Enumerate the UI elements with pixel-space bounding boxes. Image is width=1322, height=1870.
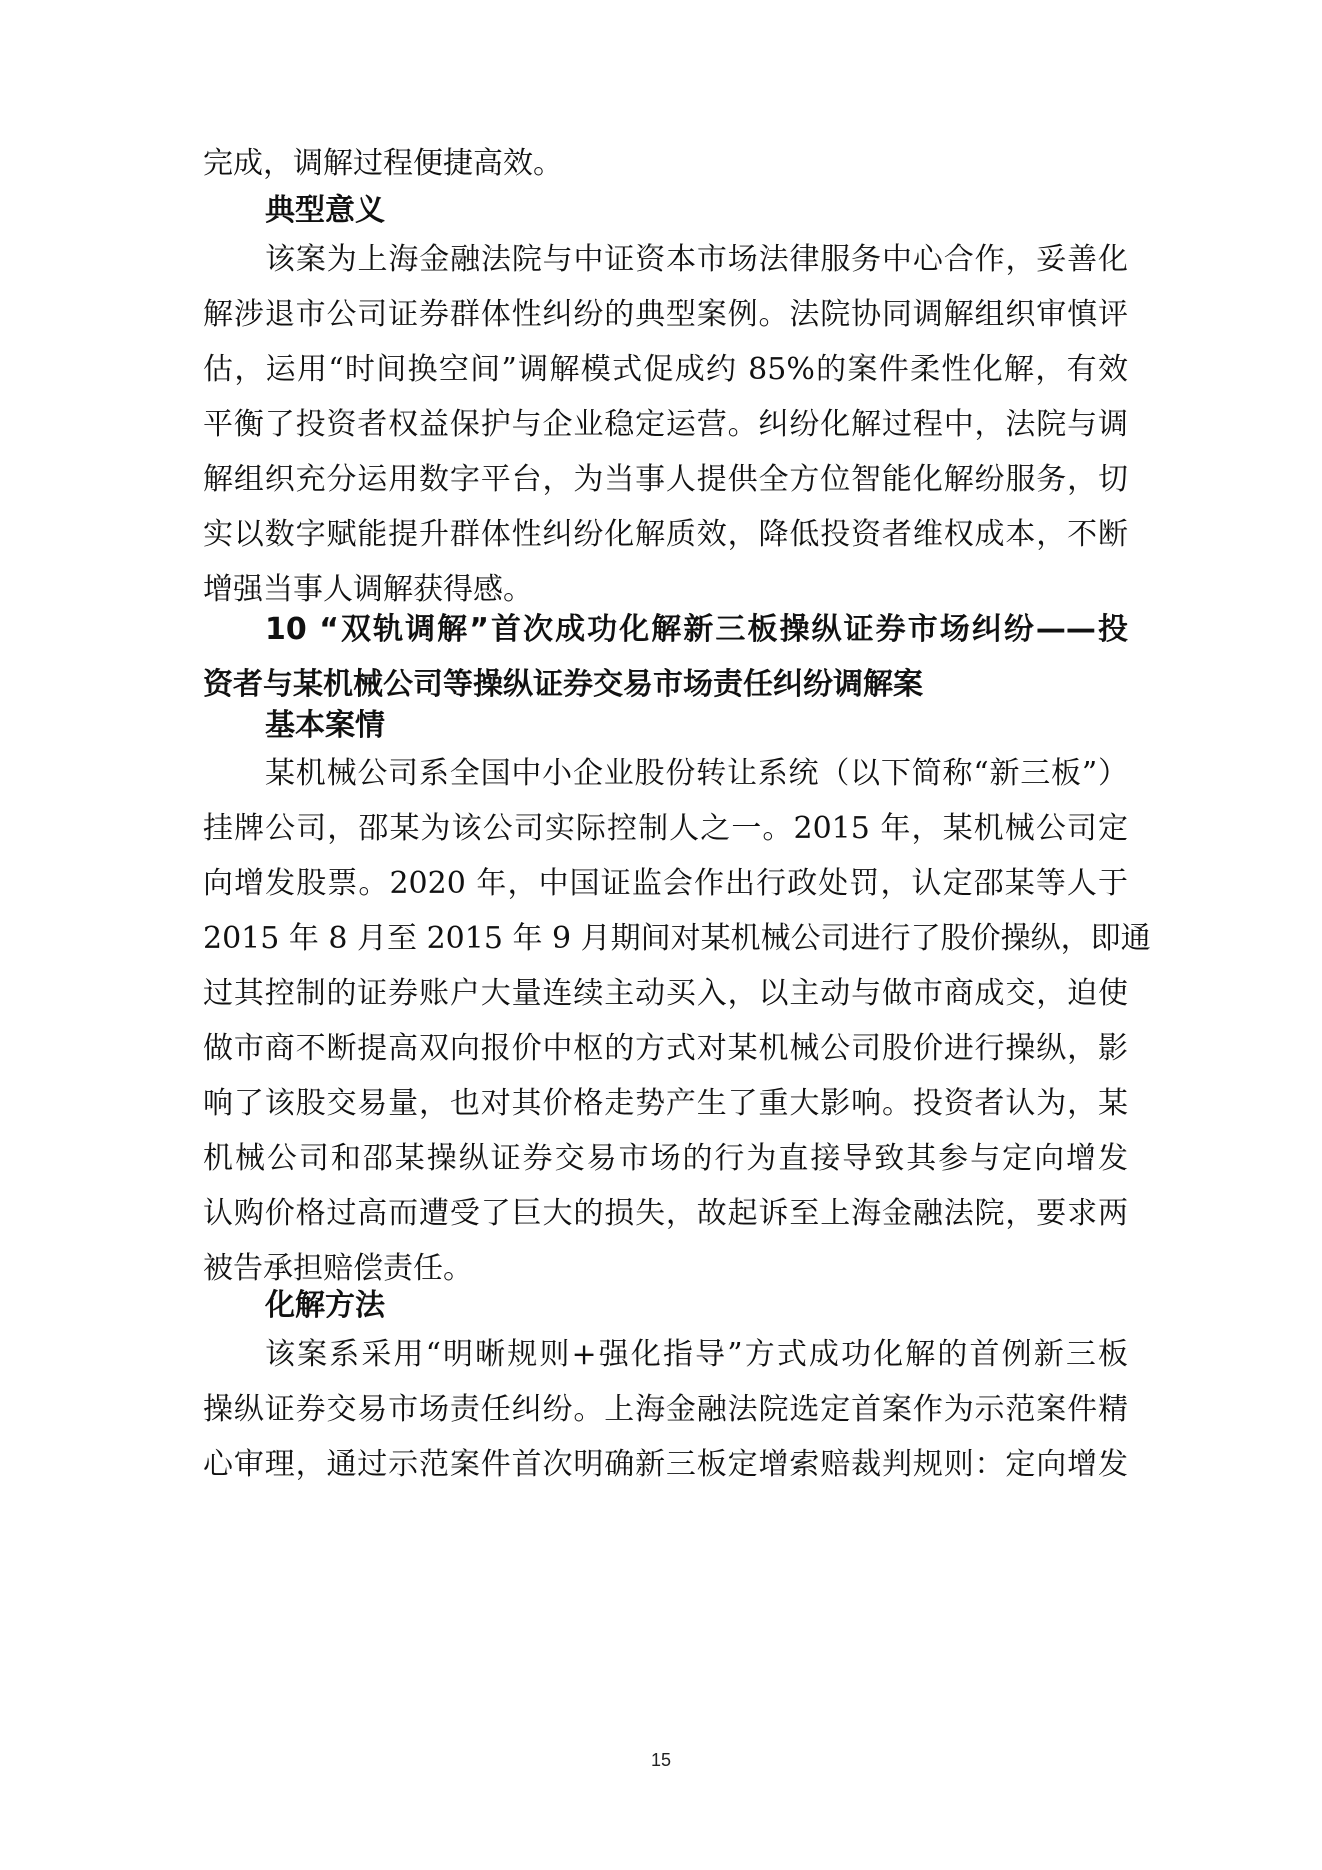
paragraph-line: 过其控制的证券账户大量连续主动买入，以主动与做市商成交，迫使 <box>203 976 1128 1011</box>
paragraph-line: 实以数字赋能提升群体性纠纷化解质效，降低投资者维权成本，不断 <box>203 517 1128 552</box>
paragraph-line: 平衡了投资者权益保护与企业稳定运营。纠纷化解过程中，法院与调 <box>203 407 1128 442</box>
case-title-line: 资者与某机械公司等操纵证券交易市场责任纠纷调解案 <box>203 667 923 702</box>
paragraph-line: 某机械公司系全国中小企业股份转让系统（以下简称“新三板”） <box>265 756 1128 791</box>
case-title-line: 10 “双轨调解”首次成功化解新三板操纵证券市场纠纷——投 <box>265 612 1128 647</box>
page-number: 15 <box>650 1750 672 1770</box>
case-title <box>203 602 1128 712</box>
paragraph-line: 该案为上海金融法院与中证资本市场法律服务中心合作，妥善化 <box>265 242 1128 277</box>
paragraph-line: 响了该股交易量，也对其价格走势产生了重大影响。投资者认为，某 <box>203 1086 1128 1121</box>
basic-facts-section <box>203 698 1128 753</box>
significance-paragraph <box>203 232 1128 617</box>
paragraph-line: 心审理，通过示范案件首次明确新三板定增索赔裁判规则：定向增发 <box>203 1447 1128 1482</box>
paragraph-line: 增强当事人调解获得感。 <box>203 572 533 607</box>
paragraph-line: 解涉退市公司证券群体性纠纷的典型案例。法院协同调解组织审慎评 <box>203 297 1128 332</box>
paragraph-line: 向增发股票。2020 年，中国证监会作出行政处罚，认定邵某等人于 <box>203 866 1128 901</box>
paragraph-line: 估，运用“时间换空间”调解模式促成约 85%的案件柔性化解，有效 <box>203 352 1128 387</box>
paragraph-line: 挂牌公司，邵某为该公司实际控制人之一。2015 年，某机械公司定 <box>203 811 1128 846</box>
resolution-section <box>203 1278 1128 1333</box>
paragraph-line: 做市商不断提高双向报价中枢的方式对某机械公司股价进行操纵，影 <box>203 1031 1128 1066</box>
resolution-heading: 化解方法 <box>265 1288 385 1323</box>
basic-facts-heading: 基本案情 <box>265 708 385 743</box>
paragraph-line: 机械公司和邵某操纵证券交易市场的行为直接导致其参与定向增发 <box>203 1141 1128 1176</box>
intro-line: 完成，调解过程便捷高效。 <box>203 146 563 181</box>
basic-facts-paragraph <box>203 746 1151 1296</box>
paragraph-line: 操纵证券交易市场责任纠纷。上海金融法院选定首案作为示范案件精 <box>203 1392 1128 1427</box>
paragraph-line: 解组织充分运用数字平台，为当事人提供全方位智能化解纷服务，切 <box>203 462 1128 497</box>
paragraph-line: 认购价格过高而遭受了巨大的损失，故起诉至上海金融法院，要求两 <box>203 1196 1128 1231</box>
significance-section <box>203 183 1128 238</box>
paragraph-line: 该案系采用“明晰规则+强化指导”方式成功化解的首例新三板 <box>265 1337 1128 1372</box>
significance-heading: 典型意义 <box>265 193 385 228</box>
resolution-paragraph <box>203 1327 1128 1492</box>
paragraph-line: 被告承担赔偿责任。 <box>203 1251 473 1286</box>
paragraph-line: 2015 年 8 月至 2015 年 9 月期间对某机械公司进行了股价操纵，即通 <box>203 921 1151 956</box>
